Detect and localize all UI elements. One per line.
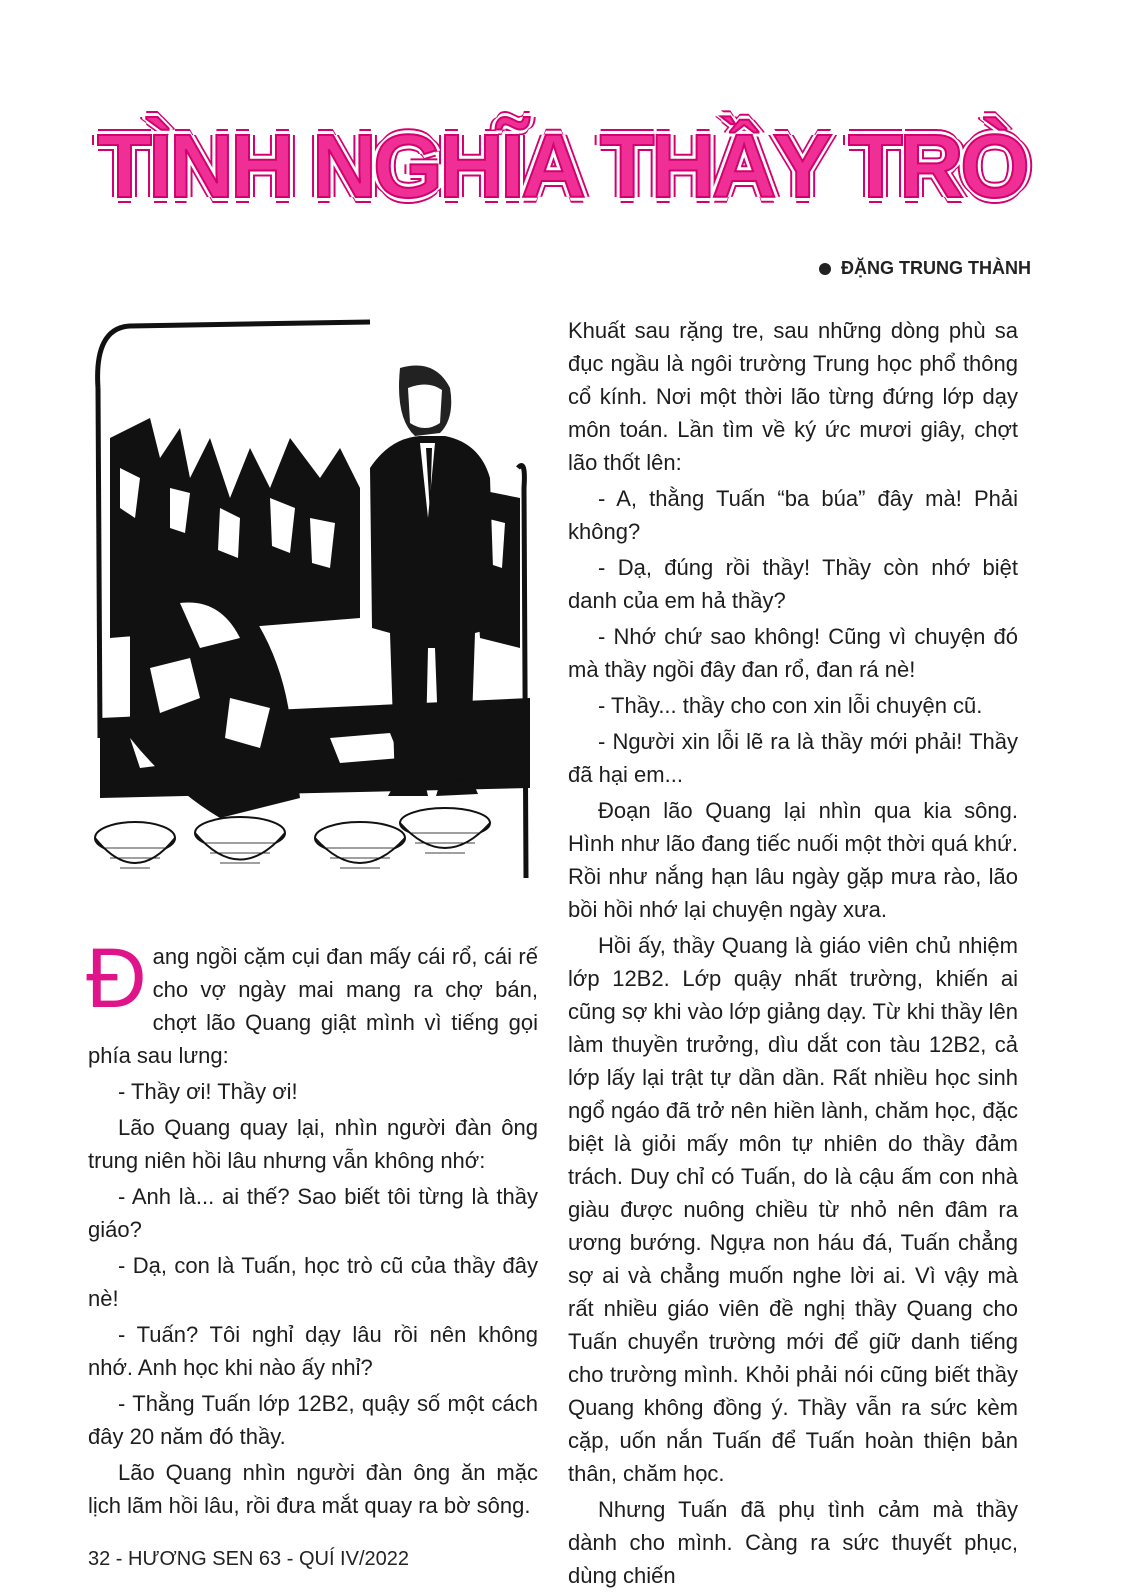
author-name: ĐẶNG TRUNG THÀNH	[841, 258, 1031, 278]
left-column	[86, 931, 538, 1525]
paragraph: Lão Quang nhìn người đàn ông ăn mặc lịch lãm hồi lâu, rồi đưa mắt quay ra bờ sông.	[88, 1460, 538, 1518]
paragraph: - Nhớ chứ sao không! Cũng vì chuyện đó mà thầy ngồi đây đan rổ, đan rá nè!	[568, 624, 1018, 682]
paragraph: - Anh là... ai thế? Sao biết tôi từng là thầy giáo?	[88, 1184, 538, 1242]
paragraph: - Người xin lỗi lẽ ra là thầy mới phải! Thầy đã hại em...	[568, 729, 1018, 787]
author-byline	[819, 258, 1031, 279]
paragraph: Lão Quang quay lại, nhìn người đàn ông trung niên hồi lâu nhưng vẫn không nhớ:	[88, 1115, 538, 1173]
lead-text: ang ngồi cặm cụi đan mấy cái rổ, cái rế cho vợ ngày mai mang ra chợ bán, chợt lão Quang giật mình vì tiếng gọi phía sau lưng:	[88, 944, 538, 1068]
paragraph: - Dạ, đúng rồi thầy! Thầy còn nhớ biệt danh của em hả thầy?	[568, 555, 1018, 613]
right-column	[568, 314, 1018, 1595]
paragraph: Nhưng Tuấn đã phụ tình cảm mà thầy dành cho mình. Càng ra sức thuyết phục, dùng chiến	[568, 1497, 1018, 1588]
paragraph: - Thằng Tuấn lớp 12B2, quậy số một cách đây 20 năm đó thầy.	[88, 1391, 538, 1449]
article-title: TÌNH NGHĨA THẦY TRÒ	[97, 117, 1026, 217]
lead-paragraph	[86, 931, 538, 1072]
paragraph: - A, thằng Tuấn “ba búa” đây mà! Phải không?	[568, 486, 1018, 544]
paragraph: - Dạ, con là Tuấn, học trò cũ của thầy đây nè!	[88, 1253, 538, 1311]
illustration	[90, 318, 540, 890]
page-footer: 32 - HƯƠNG SEN 63 - QUÍ IV/2022	[88, 1548, 410, 1570]
drop-cap: Đ	[86, 931, 147, 1025]
paragraph: - Tuấn? Tôi nghỉ dạy lâu rồi nên không nhớ. Anh học khi nào ấy nhỉ?	[88, 1322, 538, 1380]
bullet-icon	[819, 263, 831, 275]
paragraph: Đoạn lão Quang lại nhìn qua kia sông. Hình như lão đang tiếc nuối một thời quá khứ. Rồi như nắng hạn lâu ngày gặp mưa rào, lão bồi hồi nhớ lại chuyện ngày xưa.	[568, 798, 1018, 922]
paragraph: - Thầy ơi! Thầy ơi!	[118, 1079, 298, 1104]
paragraph: Hồi ấy, thầy Quang là giáo viên chủ nhiệm lớp 12B2. Lớp quậy nhất trường, khiến ai cũng sợ khi vào lớp giảng dạy. Từ khi thầy lên làm thuyền trưởng, dìu dắt con tàu 12B2, cả lớp lấy lại trật tự dần dần. Rất nhiều học sinh ngổ ngáo đã trở nên hiền lành, chăm học, đặc biệt là giỏi mấy môn tự nhiên do thầy đảm trách. Duy chỉ có Tuấn, do là cậu ấm con nhà giàu được nuông chiều từ nhỏ nên đâm ra ương bướng. Ngựa non háu đá, Tuấn chẳng sợ ai và chẳng muốn nghe lời ai. Vì vậy mà rất nhiều giáo viên đề nghị thầy Quang cho Tuấn chuyển trường mới để giữ danh tiếng cho trường mình. Khỏi phải nói cũng biết thầy Quang không đồng ý. Thầy vẫn ra sức kèm cặp, uốn nắn Tuấn để Tuấn hoàn thiện bản thân, chăm học.	[568, 933, 1019, 1486]
paragraph: - Thầy... thầy cho con xin lỗi chuyện cũ.	[598, 693, 983, 718]
paragraph: Khuất sau rặng tre, sau những dòng phù sa đục ngầu là ngôi trường Trung học phổ thông cổ kính. Nơi một thời lão từng đứng lớp dạy môn toán. Lần tìm về ký ức mươi giây, chợt lão thốt lên:	[568, 318, 1018, 475]
